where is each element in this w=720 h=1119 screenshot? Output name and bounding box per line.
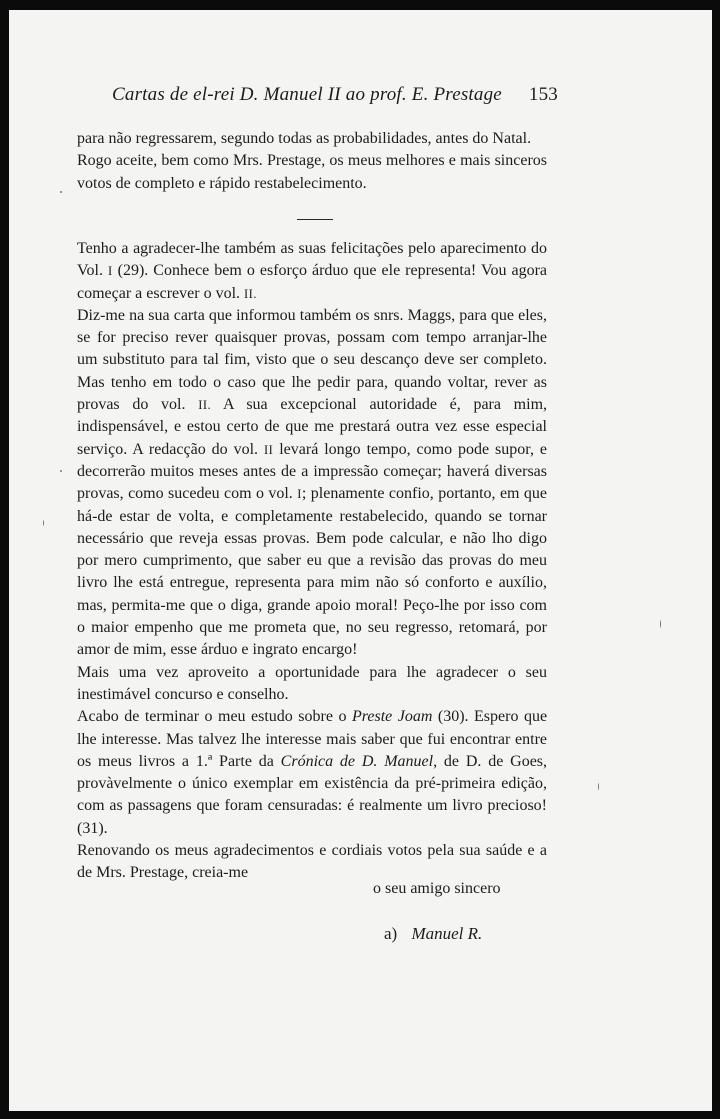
scan-speck <box>43 520 44 526</box>
scan-speck <box>598 783 599 790</box>
scan-speck <box>660 620 661 628</box>
paragraph: Acabo de terminar o meu estudo sobre o Preste Joam (30). Espero que lhe interesse. Mas talvez lhe interesse mais saber que fui encontrar entre os meus livros a 1.ª Parte da Crónica de D. Manuel, de D. de Goes, provàvelmente o único exemplar em existência da pré-primeira edição, com as passagens que foram censuradas: é realmente um livro precioso! (31). <box>77 708 548 837</box>
text-block-main <box>77 238 547 885</box>
running-title: Cartas de el-rei D. Manuel II ao prof. E. Prestage <box>112 84 502 105</box>
closing-phrase: o seu amigo sincero <box>373 880 501 897</box>
paragraph: Mais uma vez aproveito a oportunidade para lhe agradecer o seu inestimável concurso e conselho. <box>77 663 547 703</box>
paragraph: para não regressarem, segundo todas as probabilidades, antes do Natal. <box>77 130 532 147</box>
scan-speck <box>60 470 62 472</box>
paragraph: Renovando os meus agradecimentos e cordiais votos pela sua saúde e a de Mrs. Prestage, creia-me <box>77 842 547 882</box>
text-block-top <box>77 128 547 195</box>
paragraph: Tenho a agradecer-lhe também as suas felicitações pelo aparecimento do Vol. I (29). Conhece bem o esforço árduo que ele representa! Vou agora começar a escrever o vol. II. <box>77 240 547 302</box>
paragraph: Diz-me na sua carta que informou também os snrs. Maggs, para que eles, se for preciso rever quaisquer provas, possam com tempo arranjar-lhe um substituto para tal fim, visto que o seu descanço deve ser completo. Mas tenho em todo o caso que lhe pedir para, quando voltar, rever as provas do vol. II. A sua excepcional autoridade é, para mim, indispensável, e estou certo de que me prestará outra vez esse especial serviço. A redacção do vol. II levará longo tempo, como pode supor, e decorrerão muitos meses antes de a impressão começar; haverá diversas provas, como sucedeu com o vol. I; plenamente confio, portanto, em que há-de estar de volta, e completamente restabelecido, quando se tornar necessário que reveja essas provas. Bem pode calcular, e não lho digo por mero cumprimento, que saber eu que a revisão das provas do meu livro lhe está entregue, representa para mim não só conforto e auxílio, mas, permita-me que o diga, grande apoio moral! Peço-lhe por isso com o maior empenho que me prometa que, no seu regresso, retomará, por amor de mim, esse árduo e ingrato encargo! <box>77 306 548 659</box>
section-separator <box>297 219 333 220</box>
signature-name: Manuel R. <box>411 924 483 943</box>
paragraph: Rogo aceite, bem como Mrs. Prestage, os meus melhores e mais sinceros votos de completo e rápido restabelecimento. <box>77 152 547 192</box>
signature-prefix: a) <box>384 924 398 943</box>
scan-speck <box>60 191 62 193</box>
page-number: 153 <box>528 84 558 105</box>
signature <box>384 924 482 944</box>
running-header <box>112 84 572 106</box>
